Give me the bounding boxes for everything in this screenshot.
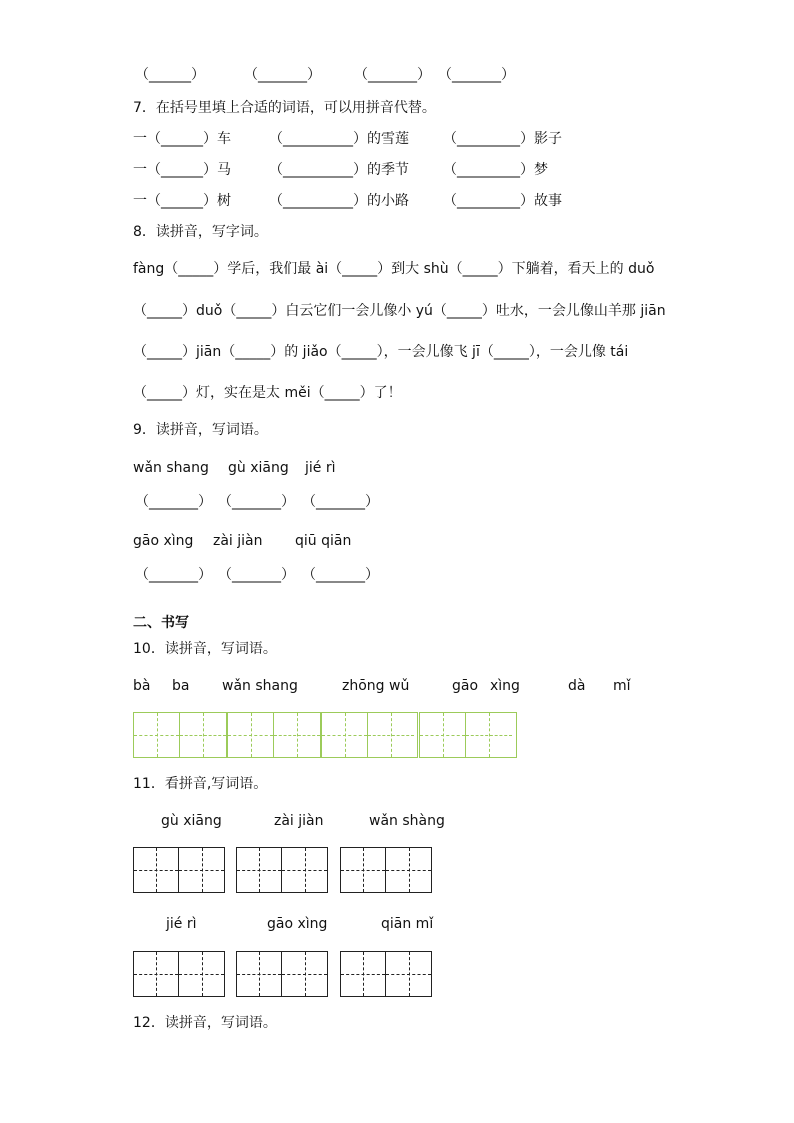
q7-r3c2[interactable]: （__________）的小路 [269, 193, 409, 209]
q10-grid-3[interactable] [321, 712, 418, 758]
q10-pinyin-7: dà [568, 678, 586, 694]
q9-pinyin-6: qiū qiān [295, 533, 352, 549]
q11-grid-5[interactable] [236, 951, 328, 997]
q8-title: 8．读拼音，写字词。 [133, 224, 268, 240]
q8-line-1[interactable]: fàng（_____）学后，我们最 ài（_____）到大 shù（_____）下躺着，看天上的 duǒ [133, 261, 655, 277]
q11-grid-3[interactable] [340, 847, 432, 893]
q9-pinyin-5: zài jiàn [213, 533, 263, 549]
q11-title: 11．看拼音,写词语。 [133, 776, 268, 792]
q10-pinyin-3: wǎn shang [222, 678, 298, 694]
q11-grid-4[interactable] [133, 951, 225, 997]
q7-r1c1[interactable]: 一（______）车 [133, 131, 231, 147]
q9-pinyin-2: gù xiāng [228, 460, 289, 476]
q8-line-3[interactable]: （_____）jiān（_____）的 jiǎo（_____），一会儿像飞 jī（_____），一会儿像 tái [133, 344, 629, 360]
q7-r2c3[interactable]: （_________）梦 [443, 162, 548, 178]
q11-pinyin-5: gāo xìng [267, 916, 328, 932]
q11-grid-2[interactable] [236, 847, 328, 893]
q10-pinyin-2: ba [172, 678, 190, 694]
q11-pinyin-1: gù xiāng [161, 813, 222, 829]
q9-blank-1[interactable]: （_______） [135, 494, 212, 510]
q11-grid-1[interactable] [133, 847, 225, 893]
q10-grid-4[interactable] [419, 712, 517, 758]
q9-blank-6[interactable]: （_______） [302, 567, 379, 583]
q8-line-2[interactable]: （_____）duǒ（_____）白云它们一会儿像小 yú（_____）吐水，一会儿像山羊那 jiān [133, 303, 666, 319]
q11-pinyin-3: wǎn shàng [369, 813, 445, 829]
q7-r3c1[interactable]: 一（______）树 [133, 193, 231, 209]
q9-pinyin-4: gāo xìng [133, 533, 194, 549]
q7-r1c3[interactable]: （_________）影子 [443, 131, 562, 147]
q8-line-4[interactable]: （_____）灯，实在是太 měi（_____）了！ [133, 385, 402, 401]
q10-pinyin-6: xìng [490, 678, 520, 694]
q10-pinyin-1: bà [133, 678, 151, 694]
q10-pinyin-5: gāo [452, 678, 479, 694]
top-blank-4[interactable]: （_______） [438, 67, 515, 83]
q10-pinyin-8: mǐ [613, 678, 631, 694]
q9-pinyin-3: jié rì [305, 460, 336, 476]
q7-r3c3[interactable]: （_________）故事 [443, 193, 562, 209]
q10-grid-1[interactable] [133, 712, 227, 758]
q9-blank-3[interactable]: （_______） [302, 494, 379, 510]
q9-title: 9．读拼音，写词语。 [133, 422, 268, 438]
q9-blank-4[interactable]: （_______） [135, 567, 212, 583]
q11-pinyin-6: qiān mǐ [381, 916, 434, 932]
top-blank-3[interactable]: （_______） [354, 67, 431, 83]
top-blank-2[interactable]: （_______） [244, 67, 321, 83]
top-blank-1[interactable]: （______） [135, 67, 205, 83]
section-2-title: 二、书写 [133, 615, 189, 631]
q12-title: 12．读拼音，写词语。 [133, 1015, 277, 1031]
q9-blank-2[interactable]: （_______） [218, 494, 295, 510]
q7-r2c2[interactable]: （__________）的季节 [269, 162, 409, 178]
q7-r1c2[interactable]: （__________）的雪莲 [269, 131, 409, 147]
q11-pinyin-2: zài jiàn [274, 813, 324, 829]
q9-pinyin-1: wǎn shang [133, 460, 209, 476]
q10-grid-2[interactable] [227, 712, 321, 758]
q10-pinyin-4: zhōng wǔ [342, 678, 410, 694]
q11-grid-6[interactable] [340, 951, 432, 997]
q7-title: 7．在括号里填上合适的词语，可以用拼音代替。 [133, 100, 436, 116]
q10-title: 10．读拼音，写词语。 [133, 641, 277, 657]
q11-pinyin-4: jié rì [166, 916, 197, 932]
q9-blank-5[interactable]: （_______） [218, 567, 295, 583]
q7-r2c1[interactable]: 一（______）马 [133, 162, 231, 178]
